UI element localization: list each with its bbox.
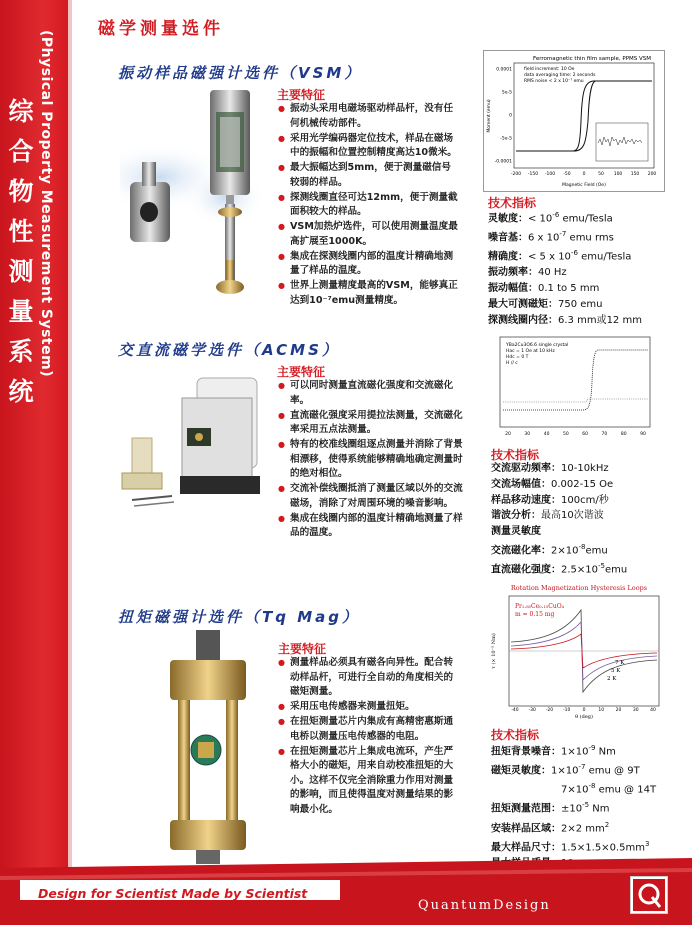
- spec-exponent: -5: [582, 801, 590, 810]
- acms-title: 交直流磁学选件（ACMS）: [118, 341, 340, 359]
- spec-value: 0.1 to 5 mm: [538, 283, 600, 295]
- tq-plot-title: Rotation Magnetization Hysteresis Loops: [510, 584, 648, 592]
- vsm-plot-ylabel: Moment (emu): [487, 99, 492, 133]
- spec-row: [488, 227, 642, 246]
- acms-plot-note: Hac = 1 Oe at 10 kHz: [506, 349, 555, 354]
- page-title: 磁学测量选件: [98, 19, 224, 39]
- spec-label: 安装样品区域：: [491, 822, 561, 834]
- footer-brand: QuantumDesign: [418, 898, 551, 913]
- tq-plot-label: 2 K: [607, 676, 617, 682]
- feature-item: ● 直流磁化强度采用提拉法测量，交流磁化率采用五点法测量。: [278, 409, 468, 438]
- spec-label: 谐波分析：: [491, 510, 541, 522]
- vsm-plot-note: RMS noise < 2 x 10⁻⁷ emu: [524, 79, 584, 84]
- spec-unit: Nm: [589, 803, 610, 815]
- feature-item: ● 交流补偿线圈抵消了测量区域以外的交流磁场，消除了对周围环境的噪音影响。: [278, 482, 468, 511]
- spec-exponent: -7: [559, 230, 567, 239]
- tq-title: 扭矩磁强计选件（Tq Mag）: [118, 608, 360, 626]
- spec-exponent: -8: [578, 542, 586, 551]
- spec-label: 扭矩测量范围：: [491, 803, 561, 815]
- spec-unit: emu/Tesla: [577, 251, 632, 263]
- tick-label: 40: [650, 708, 656, 713]
- tick-label: 40: [543, 432, 550, 437]
- spec-label: 样品移动速度：: [491, 494, 561, 506]
- vsm-specs-title: 技术指标: [488, 196, 537, 210]
- acms-susceptibility-plot: [488, 332, 663, 440]
- feature-item: ● VSM加热炉选件，可以使用测量温度最高扩展至1000K。: [278, 220, 458, 249]
- spec-unit: emu rms: [566, 232, 614, 244]
- acms-equipment-image: [112, 368, 272, 518]
- side-title-char: 统: [8, 377, 34, 406]
- spec-row: [488, 208, 642, 227]
- footer-slogan: Design for Scientist Made by Scientist: [38, 886, 308, 901]
- tick-label: 30: [524, 432, 531, 437]
- tick-label: 20: [615, 708, 622, 713]
- acms-plot-note: YBa2Cu3O6.6 single crystal: [506, 343, 569, 348]
- tick-label: 150: [630, 172, 640, 177]
- spec-label: 测量灵敏度: [491, 526, 541, 538]
- side-title-char: 系: [8, 337, 34, 366]
- vsm-hysteresis-plot: [483, 50, 665, 192]
- feature-item: ● 可以同时测量直流磁化强度和交流磁化率。: [278, 379, 468, 408]
- tick-label: -40: [511, 708, 519, 713]
- feature-item: ● 测量样品必须具有磁各向异性。配合转动样品杆，可进行全自动的角度相关的磁矩测量。: [278, 656, 460, 700]
- spec-value: 6.3 mm或12 mm: [558, 314, 642, 326]
- tick-label: -200: [510, 172, 522, 177]
- spec-value: < 5 x 10: [528, 251, 571, 263]
- tick-label: 70: [601, 432, 608, 437]
- spec-exponent: -6: [570, 249, 578, 258]
- side-title-en: (Physical Property Measurement System): [38, 30, 54, 378]
- vsm-features-title: 主要特征: [277, 88, 326, 102]
- spec-row: [491, 559, 627, 578]
- spec-label: 交流驱动频率：: [491, 463, 561, 474]
- vsm-plot-note: data averaging time: 2 seconds: [524, 73, 596, 78]
- spec-row: [491, 760, 656, 779]
- tick-label: 80: [620, 432, 627, 437]
- feature-item: ● 探测线圈直径可达12mm，便于测量截面积较大的样品。: [278, 191, 458, 220]
- spec-label: 扭矩背景噪音：: [491, 746, 561, 758]
- acms-specs: [491, 461, 627, 578]
- spec-row: [488, 297, 642, 313]
- spec-value: 2×10: [551, 545, 579, 557]
- spec-row: [491, 818, 656, 837]
- spec-unit: emu @ 14T: [595, 784, 657, 796]
- spec-row: [491, 493, 627, 509]
- spec-value: 2×2 mm: [561, 822, 605, 834]
- spec-exponent: -5: [598, 562, 605, 571]
- spec-value: 10-10kHz: [561, 463, 609, 474]
- spec-row: [488, 313, 642, 329]
- feature-item: ● 振动头采用电磁场驱动样品杆，没有任何机械传动部件。: [278, 102, 458, 131]
- tick-label: 90: [640, 432, 646, 437]
- tq-plot-label: 5 K: [611, 668, 621, 674]
- tq-specs-title: 技术指标: [491, 728, 540, 742]
- quantum-design-logo-icon: [630, 876, 668, 914]
- tq-equipment-image: [158, 630, 258, 865]
- spec-value: 1×10: [551, 765, 579, 777]
- spec-value: 2.5×10: [561, 564, 599, 576]
- tick-label: 5e-5: [501, 90, 512, 96]
- tick-label: -20: [545, 708, 554, 713]
- spec-value: 100cm/秒: [561, 494, 609, 506]
- feature-item: ● 采用压电传感器来测量扭矩。: [278, 700, 460, 715]
- tick-label: 30: [632, 708, 639, 713]
- tq-features-list: [278, 656, 460, 818]
- tick-label: -30: [528, 708, 536, 713]
- tick-label: 100: [613, 172, 623, 177]
- tq-features-title: 主要特征: [278, 642, 327, 656]
- tick-label: 0.0001: [496, 67, 512, 73]
- acms-specs-title: 技术指标: [491, 448, 540, 462]
- vsm-equipment-image: [120, 82, 270, 307]
- spec-row: [488, 265, 642, 281]
- side-title-char: 合: [8, 137, 34, 166]
- spec-value: 7×10: [561, 784, 589, 796]
- spec-label: 交流磁化率：: [491, 545, 551, 557]
- spec-label: 最大样品尺寸：: [491, 841, 561, 853]
- spec-label: 精确度：: [488, 251, 528, 263]
- side-title-char: 量: [8, 297, 34, 326]
- side-title-char: 性: [8, 217, 34, 246]
- acms-plot-note: Hdc = 0 T: [506, 355, 529, 360]
- spec-row: [491, 741, 656, 760]
- spec-row: [491, 540, 627, 559]
- tick-label: 0: [582, 708, 586, 713]
- tick-label: 200: [647, 172, 657, 177]
- spec-label: 噪音基：: [488, 232, 528, 244]
- spec-label: 直流磁化强度：: [491, 564, 561, 576]
- spec-exponent: 3: [644, 839, 650, 848]
- spec-value: 1.5×1.5×0.5mm: [561, 841, 645, 853]
- spec-unit: emu @ 9T: [585, 765, 640, 777]
- vsm-plot-xlabel: Magnetic Field (Oe): [562, 183, 606, 188]
- spec-row: [491, 524, 627, 540]
- spec-label: 最大可测磁矩：: [488, 298, 558, 310]
- spec-label: 振动频率：: [488, 267, 538, 279]
- tick-label: 60: [582, 432, 589, 437]
- spec-label: 交流场幅值：: [491, 478, 551, 490]
- tq-plot-label: 7 K: [615, 660, 625, 666]
- tick-label: 50: [598, 172, 604, 177]
- spec-value: 0.002-15 Oe: [551, 478, 614, 490]
- tick-label: 20: [505, 432, 511, 437]
- tq-plot-ylabel: τ (× 10⁻⁵ Nm): [491, 633, 497, 669]
- spec-row: [488, 246, 642, 265]
- spec-label: 振动幅值：: [488, 283, 538, 295]
- spec-unit: Nm: [595, 746, 616, 758]
- side-title-char: 测: [8, 257, 34, 286]
- spec-unit: emu: [585, 545, 608, 557]
- tick-label: 50: [562, 432, 569, 437]
- spec-row: [491, 461, 627, 477]
- spec-unit: emu/Tesla: [559, 213, 613, 225]
- tick-label: 0: [582, 172, 586, 177]
- acms-features-list: [278, 379, 468, 541]
- tick-label: -150: [527, 172, 539, 177]
- feature-item: ● 采用光学编码器定位技术，样品在磁场中的振幅和位置控制精度高达10微米。: [278, 132, 458, 161]
- acms-plot-note: H // c: [506, 361, 518, 366]
- spec-value: 1×10: [561, 746, 589, 758]
- feature-item: ● 在扭矩测量芯片内集成有高精密惠斯通电桥以测量压电传感器的电阻。: [278, 715, 460, 744]
- spec-value: ±10: [561, 803, 583, 815]
- feature-item: ● 特有的校准线圈组逐点测量并消除了背景相漂移，使得系统能够精确地确定测量时的绝对相位。: [278, 438, 468, 482]
- tick-label: -100: [544, 172, 556, 177]
- tq-hysteresis-plot: [487, 580, 665, 720]
- spec-value: 40 Hz: [538, 267, 567, 279]
- spec-value: 750 emu: [558, 298, 603, 310]
- tick-label: -10: [563, 708, 571, 713]
- feature-item: ● 在扭矩测量芯片上集成电流环，产生严格大小的磁矩，用来自动校准扭矩的大小。这样不仅完全消除重力作用对测量的影响，而且使得温度对测量结果的影响最小化。: [278, 745, 460, 818]
- vsm-features-list: [278, 102, 458, 309]
- spec-row: [491, 508, 627, 524]
- side-title-char: 综: [8, 97, 34, 126]
- feature-item: ● 集成在线圈内部的温度计精确地测量了样品的温度。: [278, 512, 468, 541]
- vsm-plot-title: Ferromagnetic thin film sample, PPMS VSM: [532, 56, 652, 62]
- spec-label: 探测线圈内径：: [488, 314, 558, 326]
- spec-row: [491, 477, 627, 493]
- tick-label: -50: [563, 172, 571, 177]
- vsm-specs: [488, 208, 642, 329]
- spec-row: [488, 281, 642, 297]
- vsm-plot-note: field increment: 10 Oe: [524, 67, 575, 72]
- spec-row: [491, 779, 656, 798]
- tq-plot-xlabel: θ (deg): [575, 714, 593, 720]
- spec-exponent: -9: [588, 744, 596, 752]
- side-title-cn: [6, 92, 36, 412]
- tick-label: 0: [509, 113, 512, 119]
- spec-value: < 10: [528, 213, 553, 225]
- spec-value: 最高10次谐波: [541, 510, 604, 522]
- tick-label: -0.0001: [494, 159, 512, 165]
- tick-label: 10: [598, 708, 605, 713]
- tick-label: -5e-5: [500, 136, 512, 142]
- spec-row: [491, 798, 656, 817]
- feature-item: ● 最大振幅达到5mm，便于测量磁信号较弱的样品。: [278, 161, 458, 190]
- spec-exponent: -6: [552, 211, 560, 219]
- acms-features-title: 主要特征: [277, 365, 326, 379]
- tq-plot-sample: Pr₁.₈₅Ce₀.₁₅CuO₄: [515, 603, 565, 610]
- spec-label: 灵敏度：: [488, 213, 528, 225]
- side-title-char: 物: [8, 177, 34, 206]
- spec-unit: emu: [605, 564, 628, 576]
- spec-value: 6 x 10: [528, 232, 560, 244]
- vsm-title: 振动样品磁强计选件（VSM）: [118, 64, 363, 82]
- spec-exponent: 2: [604, 820, 610, 829]
- spec-exponent: -8: [588, 782, 596, 791]
- feature-item: ● 集成在探测线圈内部的温度计精确地测量了样品的温度。: [278, 250, 458, 279]
- spec-exponent: -7: [578, 763, 586, 772]
- tq-plot-mass: m = 0.15 mg: [515, 611, 555, 618]
- spec-label: 磁矩灵敏度：: [491, 765, 551, 777]
- feature-item: ● 世界上测量精度最高的VSM，能够真正达到10⁻⁷emu测量精度。: [278, 279, 458, 308]
